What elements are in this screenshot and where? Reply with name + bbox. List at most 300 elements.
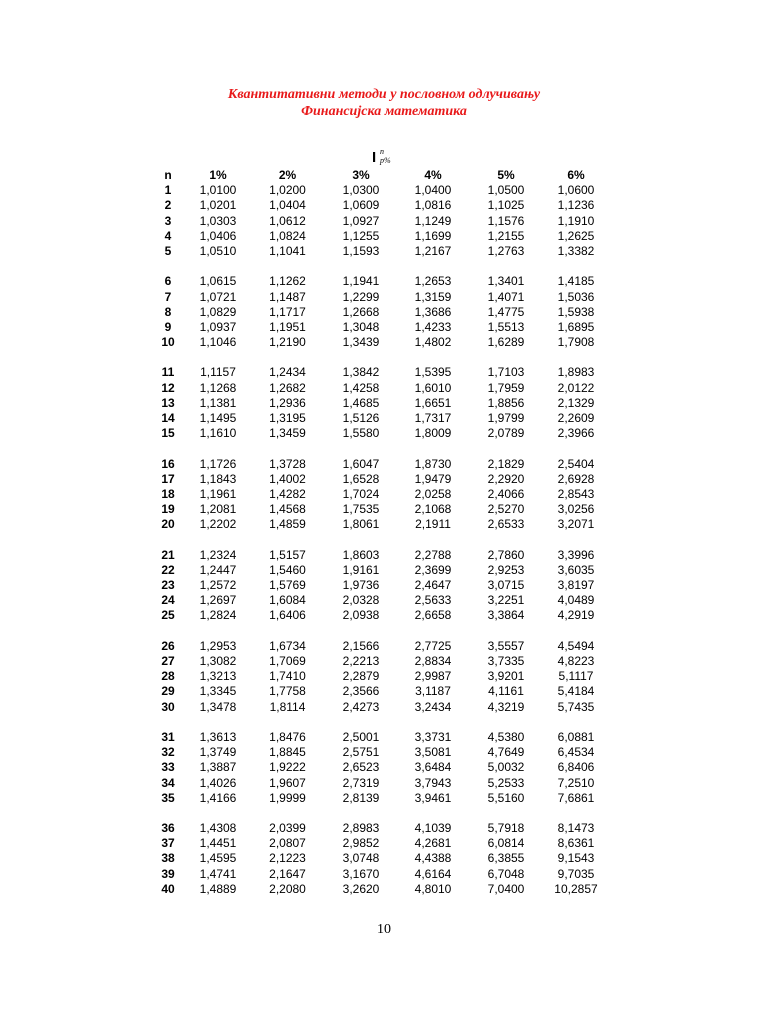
row-period-n: 17 [161, 471, 175, 486]
table-cell: 1,0510 [199, 243, 237, 258]
table-cell: 1,0615 [199, 274, 237, 289]
table-cell: 1,3048 [342, 319, 380, 334]
table-cell: 1,1951 [269, 319, 306, 334]
column-header-rate: 2% [278, 168, 297, 182]
row-period-n: 32 [161, 745, 175, 760]
table-cell: 1,7410 [269, 669, 306, 684]
table-cell: 2,2788 [414, 547, 452, 562]
table-cell: 7,0400 [487, 881, 525, 896]
table-cell: 3,5557 [487, 638, 525, 653]
table-cell: 2,0789 [487, 426, 525, 441]
table-cell: 2,2213 [342, 654, 380, 668]
table-cell: 1,1487 [269, 289, 306, 304]
table-cell: 1,1255 [342, 228, 380, 243]
table-row [150, 608, 610, 623]
table-cell: 1,5769 [269, 578, 306, 593]
table-cell: 3,1187 [415, 684, 451, 699]
table-cell: 1,8983 [557, 365, 595, 380]
table-cell: 1,4568 [269, 502, 306, 517]
table-row [150, 335, 610, 350]
table-cell: 2,5270 [487, 502, 525, 517]
table-cell: 1,9999 [269, 790, 306, 805]
table-cell: 4,0489 [557, 593, 595, 608]
table-cell: 1,8476 [269, 729, 306, 744]
table-cell: 1,1843 [199, 471, 237, 486]
table-cell: 9,1543 [557, 851, 595, 866]
table-cell: 2,0938 [342, 608, 380, 623]
table-cell: 2,7319 [342, 775, 380, 790]
table-cell: 2,6523 [342, 760, 380, 775]
table-cell: 5,5160 [487, 790, 525, 805]
table-cell: 8,6361 [557, 836, 595, 851]
table-cell: 1,2625 [557, 228, 595, 243]
table-cell: 3,1670 [342, 866, 380, 881]
table-row [150, 214, 610, 229]
row-period-n: 22 [161, 562, 175, 577]
table-cell: 6,8406 [557, 760, 595, 775]
table-cell: 1,7103 [487, 365, 525, 380]
symbol-main: I [372, 149, 377, 166]
table-cell: 1,1262 [269, 274, 306, 289]
table-row [150, 305, 610, 320]
table-cell: 2,5001 [342, 729, 380, 744]
row-period-n: 11 [161, 365, 175, 380]
table-cell: 10,2857 [554, 881, 598, 896]
table-row [150, 365, 610, 380]
table-cell: 1,0201 [199, 198, 237, 213]
table-cell: 2,3966 [557, 426, 595, 441]
row-period-n: 8 [164, 304, 172, 319]
table-cell: 2,4273 [342, 699, 380, 714]
table-cell: 1,2572 [199, 578, 237, 593]
row-period-n: 23 [161, 578, 175, 593]
row-period-n: 28 [161, 669, 175, 684]
table-cell: 1,3159 [414, 289, 452, 304]
row-period-n: 1 [164, 183, 172, 198]
table-cell: 1,6734 [269, 638, 306, 653]
table-cell: 1,1249 [414, 213, 452, 228]
table-cell: 5,2533 [487, 775, 525, 790]
table-cell: 2,1068 [414, 502, 452, 517]
column-header-rate: 4% [424, 168, 442, 182]
table-cell: 1,1157 [200, 365, 236, 380]
table-cell: 1,7959 [487, 380, 525, 395]
table-cell: 2,2879 [342, 669, 380, 684]
table-cell: 3,6035 [557, 562, 595, 577]
table-cell: 1,3345 [199, 684, 237, 699]
interest-factor-table [150, 168, 610, 897]
table-cell: 1,5580 [342, 426, 380, 441]
table-cell: 1,4775 [487, 304, 525, 319]
table-cell: 2,7725 [414, 638, 452, 653]
table-cell: 3,2251 [487, 593, 525, 608]
table-cell: 1,1610 [199, 426, 237, 441]
row-period-n: 19 [161, 502, 175, 517]
table-cell: 1,3686 [414, 304, 452, 319]
table-cell: 4,2681 [414, 836, 452, 851]
table-cell: 1,1717 [269, 304, 306, 319]
table-cell: 1,2081 [199, 502, 237, 517]
table-cell: 1,0406 [199, 228, 237, 243]
table-cell: 1,4308 [199, 821, 237, 836]
row-period-n: 31 [161, 729, 175, 744]
table-cell: 1,0303 [199, 213, 237, 228]
table-cell: 3,0748 [342, 851, 380, 866]
table-row [150, 563, 610, 578]
table-cell: 2,0807 [269, 836, 306, 851]
table-cell: 1,1941 [342, 274, 380, 289]
table-cell: 1,4741 [199, 866, 237, 881]
table-cell: 1,5036 [557, 289, 595, 304]
table-cell: 5,1117 [558, 669, 594, 684]
row-period-n: 2 [164, 198, 172, 213]
table-cell: 2,9253 [487, 562, 525, 577]
table-cell: 1,4002 [269, 471, 306, 486]
row-period-n: 14 [161, 411, 175, 425]
table-cell: 1,0829 [199, 304, 237, 319]
table-cell: 4,1039 [414, 821, 452, 836]
table-cell: 2,9987 [414, 669, 452, 684]
table-cell: 1,6528 [342, 471, 380, 486]
table-cell: 1,2299 [342, 289, 380, 304]
table-cell: 1,8856 [487, 395, 525, 410]
table-cell: 1,2447 [199, 562, 237, 577]
table-cell: 1,7908 [557, 335, 595, 350]
table-cell: 3,9201 [487, 669, 525, 684]
row-period-n: 29 [161, 684, 175, 699]
row-period-n: 38 [161, 851, 175, 866]
table-cell: 3,8197 [557, 578, 595, 593]
table-row [150, 669, 610, 684]
table-cell: 1,1381 [199, 395, 237, 410]
row-period-n: 12 [161, 380, 175, 395]
table-cell: 1,1236 [557, 198, 595, 213]
row-period-n: 36 [161, 821, 175, 836]
table-row [150, 290, 610, 305]
table-cell: 1,4166 [199, 790, 237, 805]
table-cell: 2,4647 [414, 578, 452, 593]
table-cell: 1,6084 [269, 593, 306, 608]
table-cell: 1,7535 [342, 502, 380, 517]
table-row [150, 593, 610, 608]
table-cell: 1,1593 [342, 243, 380, 258]
table-cell: 1,0200 [269, 183, 306, 198]
table-cell: 1,3749 [199, 745, 237, 760]
row-period-n: 15 [161, 426, 175, 441]
table-row [150, 654, 610, 669]
table-cell: 1,2763 [487, 243, 525, 258]
table-cell: 1,3082 [199, 654, 237, 668]
table-cell: 2,5751 [342, 745, 380, 760]
table-cell: 1,2155 [487, 228, 525, 243]
table-cell: 1,2936 [269, 395, 306, 410]
table-cell: 2,8983 [342, 821, 380, 836]
table-cell: 2,6658 [414, 608, 452, 623]
row-period-n: 10 [161, 335, 175, 350]
table-cell: 1,1961 [199, 486, 237, 501]
row-period-n: 9 [164, 319, 172, 334]
table-cell: 1,1726 [199, 456, 237, 471]
table-cell: 1,2697 [199, 593, 237, 608]
table-cell: 1,3613 [199, 729, 237, 744]
table-cell: 1,1046 [199, 335, 237, 350]
table-cell: 4,7649 [487, 745, 525, 760]
table-cell: 2,3699 [414, 562, 452, 577]
table-row [150, 183, 610, 198]
table-cell: 1,5513 [487, 319, 525, 334]
table-cell: 1,4685 [342, 395, 380, 410]
table-cell: 1,3401 [487, 274, 525, 289]
column-header-n: n [164, 168, 172, 182]
table-cell: 1,2668 [342, 304, 380, 319]
table-cell: 2,2920 [487, 471, 525, 486]
table-cell: 1,3195 [269, 411, 306, 425]
table-row [150, 548, 610, 563]
table-cell: 9,7035 [557, 866, 595, 881]
table-cell: 4,4388 [414, 851, 452, 866]
table-cell: 1,1268 [199, 380, 237, 395]
table-row [150, 730, 610, 745]
table-row [150, 882, 610, 897]
table-cell: 1,7317 [414, 411, 452, 425]
table-cell: 2,8834 [414, 654, 452, 668]
table-cell: 3,2071 [557, 517, 595, 532]
table-cell: 1,2653 [414, 274, 452, 289]
table-cell: 7,6861 [557, 790, 595, 805]
table-cell: 1,2202 [199, 517, 237, 532]
table-cell: 1,6010 [414, 380, 452, 395]
table-cell: 3,9461 [414, 790, 452, 805]
table-cell: 3,6484 [414, 760, 452, 775]
table-cell: 2,0328 [342, 593, 380, 608]
table-row [150, 836, 610, 851]
table-cell: 2,1829 [487, 456, 525, 471]
page-number: 10 [377, 922, 391, 937]
table-cell: 4,8010 [414, 881, 452, 896]
row-period-n: 7 [164, 289, 172, 304]
row-period-n: 35 [161, 790, 175, 805]
table-cell: 1,1041 [269, 243, 306, 258]
table-row [150, 411, 610, 426]
table-cell: 2,8543 [557, 486, 595, 501]
table-cell: 1,0404 [269, 198, 306, 213]
table-cell: 1,9799 [487, 411, 525, 425]
table-cell: 2,1329 [557, 395, 595, 410]
column-header-rate: 1% [209, 168, 227, 182]
row-period-n: 24 [161, 593, 175, 608]
table-row [150, 457, 610, 472]
column-header-rate: 3% [352, 168, 370, 182]
table-cell: 1,0816 [414, 198, 452, 213]
table-cell: 1,3382 [557, 243, 595, 258]
table-row [150, 851, 610, 866]
table-cell: 4,1161 [488, 684, 524, 699]
table-row [150, 426, 610, 441]
row-period-n: 20 [161, 517, 175, 532]
table-cell: 3,7943 [414, 775, 452, 790]
table-cell: 1,2824 [199, 608, 237, 623]
table-cell: 6,0881 [557, 729, 595, 744]
table-row [150, 517, 610, 532]
table-cell: 8,1473 [557, 821, 595, 836]
table-cell: 1,2324 [199, 547, 237, 562]
table-cell: 1,4026 [199, 775, 237, 790]
table-cell: 1,2682 [269, 380, 306, 395]
table-cell: 1,7024 [342, 486, 380, 501]
table-row [150, 745, 610, 760]
table-cell: 5,4184 [557, 684, 595, 699]
table-cell: 1,3459 [269, 426, 306, 441]
table-row [150, 791, 610, 806]
table-row [150, 776, 610, 791]
table-header-row [150, 168, 610, 183]
table-row [150, 700, 610, 715]
table-cell: 1,7069 [269, 654, 306, 668]
table-cell: 1,6895 [557, 319, 595, 334]
table-cell: 4,5494 [557, 638, 595, 653]
table-cell: 2,9852 [342, 836, 380, 851]
title-line-2: Финансијска математика [301, 104, 467, 119]
table-cell: 3,3996 [557, 547, 595, 562]
table-cell: 1,3887 [199, 760, 237, 775]
table-cell: 1,0609 [342, 198, 380, 213]
table-cell: 2,7860 [487, 547, 525, 562]
row-period-n: 3 [164, 213, 172, 228]
row-period-n: 37 [161, 836, 175, 851]
table-cell: 1,2953 [199, 638, 237, 653]
table-row [150, 487, 610, 502]
table-row [150, 639, 610, 654]
table-cell: 1,2434 [269, 365, 306, 380]
table-cell: 1,4802 [414, 335, 452, 350]
table-cell: 2,0258 [414, 486, 452, 501]
table-cell: 6,4534 [557, 745, 595, 760]
table-cell: 1,0500 [487, 183, 525, 198]
table-cell: 3,0256 [557, 502, 595, 517]
table-cell: 2,4066 [487, 486, 525, 501]
table-cell: 5,0032 [487, 760, 525, 775]
table-row [150, 381, 610, 396]
table-cell: 5,7918 [487, 821, 525, 836]
table-cell: 1,8061 [342, 517, 380, 532]
table-row [150, 229, 610, 244]
table-cell: 1,0937 [199, 319, 237, 334]
table-cell: 2,5404 [557, 456, 595, 471]
table-cell: 1,6289 [487, 335, 525, 350]
table-cell: 1,4282 [269, 486, 306, 501]
table-cell: 4,3219 [487, 699, 525, 714]
table-cell: 6,7048 [487, 866, 525, 881]
row-period-n: 26 [161, 638, 175, 653]
table-cell: 1,0600 [557, 183, 595, 198]
table-cell: 3,0715 [487, 578, 525, 593]
table-cell: 1,8603 [342, 547, 380, 562]
table-cell: 2,1911 [415, 517, 451, 532]
table-cell: 1,1025 [487, 198, 525, 213]
table-cell: 3,2434 [414, 699, 452, 714]
table-cell: 2,1647 [269, 866, 306, 881]
table-cell: 3,7335 [487, 654, 525, 668]
table-cell: 2,0399 [269, 821, 306, 836]
table-cell: 2,6533 [487, 517, 525, 532]
table-cell: 1,3842 [342, 365, 380, 380]
table-cell: 3,3731 [414, 729, 452, 744]
table-cell: 1,4889 [199, 881, 237, 896]
row-period-n: 4 [164, 228, 172, 243]
table-cell: 1,8730 [414, 456, 452, 471]
table-cell: 1,5157 [269, 547, 306, 562]
table-cell: 1,9161 [342, 562, 380, 577]
table-cell: 1,9736 [342, 578, 380, 593]
table-cell: 1,0824 [269, 228, 306, 243]
table-cell: 1,0927 [342, 213, 380, 228]
table-cell: 1,9479 [414, 471, 452, 486]
table-cell: 1,5938 [557, 304, 595, 319]
table-cell: 4,6164 [414, 866, 452, 881]
table-cell: 1,4258 [342, 380, 380, 395]
table-cell: 2,3566 [342, 684, 380, 699]
table-cell: 2,1223 [269, 851, 306, 866]
table-cell: 1,3213 [199, 669, 237, 684]
table-row [150, 867, 610, 882]
table-row [150, 274, 610, 289]
table-cell: 1,4233 [414, 319, 452, 334]
table-row [150, 320, 610, 335]
row-period-n: 18 [161, 486, 175, 501]
table-cell: 1,3439 [342, 335, 380, 350]
table-cell: 1,1699 [414, 228, 452, 243]
table-cell: 1,6047 [342, 456, 380, 471]
table-row [150, 396, 610, 411]
table-cell: 1,2190 [269, 335, 306, 350]
table-cell: 1,7758 [269, 684, 306, 699]
table-cell: 1,1576 [487, 213, 525, 228]
table-cell: 1,8114 [269, 699, 306, 714]
table-cell: 1,4071 [487, 289, 525, 304]
table-cell: 1,0721 [199, 289, 237, 304]
table-cell: 1,4595 [199, 851, 237, 866]
row-period-n: 5 [164, 243, 172, 258]
title-line-1: Квантитативни методи у пословном одлучивању [227, 87, 541, 102]
table-cell: 1,9607 [269, 775, 306, 790]
table-cell: 1,9222 [269, 760, 306, 775]
table-cell: 1,4451 [199, 836, 237, 851]
table-cell: 1,4185 [557, 274, 595, 289]
row-period-n: 34 [161, 775, 175, 790]
table-cell: 1,5460 [269, 562, 306, 577]
table-cell: 1,8845 [269, 745, 306, 760]
column-header-rate: 6% [567, 168, 585, 182]
row-period-n: 30 [161, 699, 175, 714]
row-period-n: 27 [161, 654, 175, 668]
table-cell: 1,0100 [199, 183, 237, 198]
table-cell: 2,1566 [342, 638, 380, 653]
table-row [150, 760, 610, 775]
table-row [150, 578, 610, 593]
row-period-n: 21 [161, 547, 175, 562]
table-cell: 1,0612 [269, 213, 306, 228]
table-cell: 1,6406 [269, 608, 306, 623]
symbol-subscript: p% [380, 156, 391, 165]
table-cell: 4,8223 [557, 654, 595, 668]
table-cell: 3,2620 [342, 881, 380, 896]
row-period-n: 16 [161, 456, 175, 471]
row-period-n: 39 [161, 866, 175, 881]
table-cell: 1,4859 [269, 517, 306, 532]
table-cell: 2,8139 [342, 790, 380, 805]
table-cell: 1,3728 [269, 456, 306, 471]
table-row [150, 821, 610, 836]
